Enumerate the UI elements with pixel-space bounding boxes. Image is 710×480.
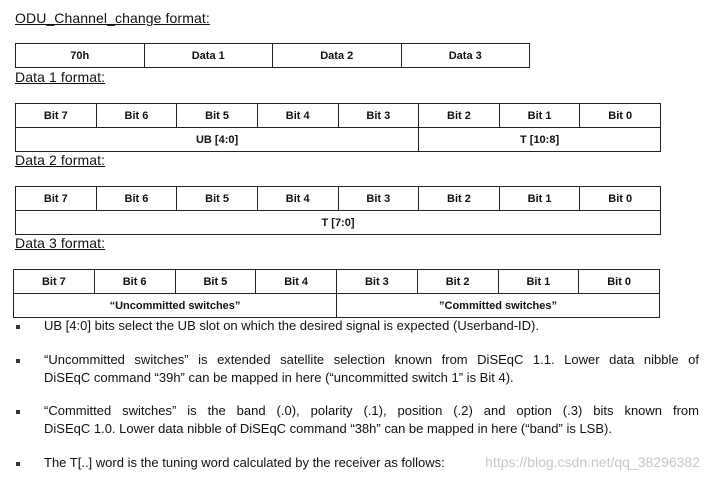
- bit-cell: Bit 6: [96, 104, 177, 128]
- bullet-icon: [16, 405, 22, 411]
- bit-cell: Bit 5: [177, 104, 258, 128]
- field-cell-t-high: T [10:8]: [419, 128, 661, 152]
- field-cell-uncommitted: “Uncommitted switches”: [14, 294, 337, 318]
- bit-cell: Bit 0: [580, 104, 661, 128]
- bit-cell: Bit 4: [256, 270, 337, 294]
- bit-cell: Bit 6: [94, 270, 175, 294]
- bit-cell: Bit 3: [338, 104, 419, 128]
- bit-cell: Bit 3: [337, 270, 418, 294]
- bullet-line: DiSEqC command “39h” can be mapped in here (“uncommitted switch 1” is Bit 4).: [44, 370, 514, 385]
- bit-cell: Bit 2: [417, 270, 498, 294]
- data2-table: [15, 186, 661, 235]
- bullet-committed: [44, 402, 699, 438]
- table-row: [16, 211, 661, 235]
- watermark: https://blog.csdn.net/qq_38296382: [485, 454, 700, 470]
- bit-cell: Bit 7: [14, 270, 95, 294]
- header-cell-data1: Data 1: [144, 44, 273, 68]
- bullet-icon: [16, 457, 22, 463]
- bit-cell: Bit 4: [257, 187, 338, 211]
- bullet-ub: [44, 317, 699, 335]
- header-cell-data3: Data 3: [401, 44, 530, 68]
- table-row: [16, 128, 661, 152]
- bit-cell: Bit 1: [499, 187, 580, 211]
- bit-cell: Bit 0: [580, 187, 661, 211]
- data2-heading: Data 2 format:: [15, 152, 106, 168]
- data3-heading: Data 3 format:: [15, 235, 106, 251]
- bullet-line: UB [4:0] bits select the UB slot on which the desired signal is expected (Userband-ID).: [44, 318, 539, 333]
- table-row: [16, 44, 530, 68]
- bit-cell: Bit 5: [177, 187, 258, 211]
- bit-cell: Bit 2: [419, 104, 500, 128]
- bit-cell: Bit 7: [16, 187, 97, 211]
- data1-heading: Data 1 format:: [15, 69, 106, 85]
- field-cell-t-low: T [7:0]: [16, 211, 661, 235]
- bullet-line: The T[..] word is the tuning word calculated by the receiver as follows:: [44, 455, 445, 470]
- header-cell-data2: Data 2: [273, 44, 402, 68]
- bullet-icon: [16, 320, 22, 326]
- bit-cell: Bit 2: [419, 187, 500, 211]
- table-row: [16, 104, 661, 128]
- odu-header-table: [15, 43, 530, 68]
- field-cell-ub: UB [4:0]: [16, 128, 419, 152]
- table-row: [14, 270, 660, 294]
- bullet-line: “Uncommitted switches” is extended satellite selection known from DiSEqC 1.1. Lower data nibble of: [44, 352, 699, 367]
- bullet-uncommitted: [44, 351, 699, 387]
- data1-table: [15, 103, 661, 152]
- data3-table: [13, 269, 660, 318]
- bit-cell: Bit 3: [338, 187, 419, 211]
- table-row: [14, 294, 660, 318]
- bullet-line: “Committed switches” is the band (.0), polarity (.1), position (.2) and option (.3) bits known from: [44, 403, 699, 418]
- bit-cell: Bit 5: [175, 270, 256, 294]
- header-cell-70h: 70h: [16, 44, 145, 68]
- table-row: [16, 187, 661, 211]
- bit-cell: Bit 1: [498, 270, 579, 294]
- bullet-line: DiSEqC 1.0. Lower data nibble of DiSEqC command “38h” can be mapped in here (“band” is LSB).: [44, 421, 612, 436]
- bullet-icon: [16, 354, 22, 360]
- bit-cell: Bit 1: [499, 104, 580, 128]
- field-cell-committed: ”Committed switches”: [337, 294, 660, 318]
- bit-cell: Bit 7: [16, 104, 97, 128]
- bit-cell: Bit 0: [579, 270, 660, 294]
- format-title: ODU_Channel_change format:: [15, 10, 210, 26]
- bit-cell: Bit 6: [96, 187, 177, 211]
- bit-cell: Bit 4: [257, 104, 338, 128]
